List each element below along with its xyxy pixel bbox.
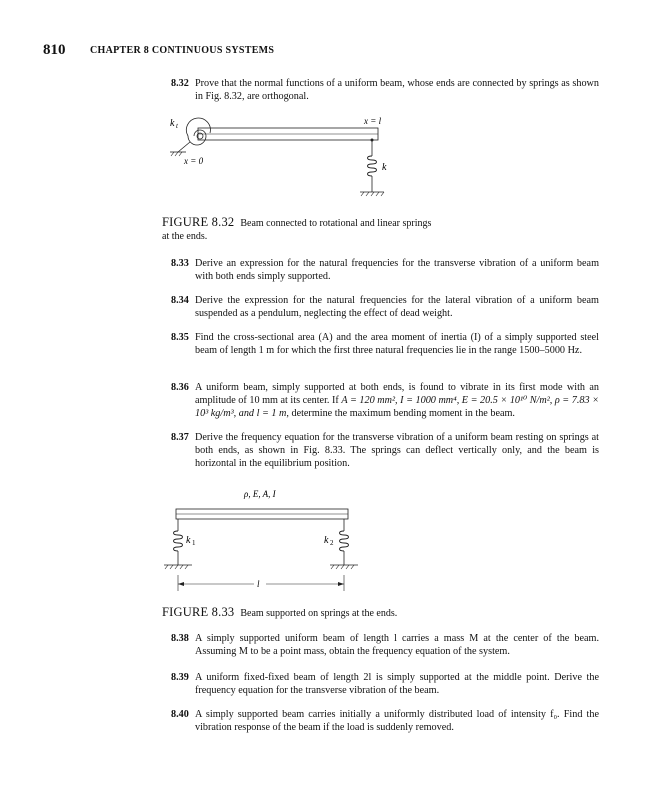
problem-text-values: A = 120 mm², I = 1000 mm⁴, E = 20.5 × 10¹⁰ N/m², ρ = 7.83 × 10³ kg/m³, and l = 1 m <box>195 395 600 419</box>
problem-number: 8.32 <box>171 78 189 89</box>
problem-text: A uniform fixed-fixed beam of length 2l is simply supported at the middle point. Derive the frequency equation for the transverse vibration of the beam. <box>195 672 599 696</box>
problem-8-36 <box>171 381 599 420</box>
k1-subscript: 1 <box>192 539 196 547</box>
right-spring-icon <box>330 519 358 569</box>
figure-label: FIGURE 8.32 <box>162 215 235 229</box>
caption-text: Beam connected to rotational and linear springs at the ends. <box>162 218 432 242</box>
k1-label: k <box>186 535 191 546</box>
problem-number: 8.40 <box>171 709 189 720</box>
problem-text <box>195 381 599 420</box>
figure-label: FIGURE 8.33 <box>162 605 235 619</box>
problem-number: 8.33 <box>171 258 189 269</box>
problem-number: 8.38 <box>171 633 189 644</box>
problem-text-a: A uniform beam, simply supported at both ends, is found to vibrate in its first mode with an amplitude of 10 mm at its center. If <box>195 382 599 406</box>
figure-8-32-caption <box>162 216 432 243</box>
problem-text: Find the cross-sectional area (A) and the area moment of inertia (I) of a simply supported steel beam of length 1 m for which the first three natural frequencies lie in the range 1500–5000 Hz. <box>195 332 599 356</box>
k-label: k <box>382 162 387 173</box>
linear-spring-icon <box>360 139 384 197</box>
length-label: l <box>257 579 260 589</box>
problem-text: Derive the expression for the natural frequencies for the lateral vibration of a uniform beam suspended as a pendulum, neglecting the effect of dead weight. <box>195 295 599 319</box>
problem-8-37 <box>171 431 599 470</box>
page-number: 810 <box>43 42 66 58</box>
problem-8-39 <box>171 671 599 697</box>
beam-properties-label: ρ, E, A, I <box>244 489 276 499</box>
figure-8-33-caption <box>162 606 462 620</box>
problem-8-40 <box>171 708 599 734</box>
problem-text: Derive an expression for the natural frequencies for the transverse vibration of a uniform beam with both ends simply supported. <box>195 258 599 282</box>
problem-8-34 <box>171 294 599 320</box>
problem-text-c: , determine the maximum bending moment in the beam. <box>286 408 515 419</box>
problem-8-32 <box>171 77 599 103</box>
problem-text: Derive the frequency equation for the transverse vibration of a uniform beam resting on springs at both ends, as shown in Fig. 8.33. The springs can deflect vertically only, and the beam is horizontal in the equilibrium position. <box>195 432 599 469</box>
kt-label: k <box>170 118 175 129</box>
figure-8-33-diagram <box>150 487 370 597</box>
problem-number: 8.36 <box>171 382 189 393</box>
x0-label: x = 0 <box>184 156 204 166</box>
problem-text: A simply supported uniform beam of length l carries a mass M at the center of the beam. Assuming M to be a point mass, obtain the frequency equation of the system. <box>195 633 599 657</box>
problem-number: 8.35 <box>171 332 189 343</box>
xl-label: x = l <box>364 116 382 126</box>
problem-8-33 <box>171 257 599 283</box>
problem-text: A simply supported beam carries initially a uniformly distributed load of intensity f₀. Find the vibration response of the beam if the load is suddenly removed. <box>195 709 599 733</box>
k2-subscript: 2 <box>330 539 334 547</box>
problem-text: Prove that the normal functions of a uniform beam, whose ends are connected by springs as shown in Fig. 8.32, are orthogonal. <box>195 78 599 102</box>
problem-8-38 <box>171 632 599 658</box>
k2-label: k <box>324 535 329 546</box>
length-dimension <box>178 575 344 591</box>
kt-subscript: t <box>176 122 178 130</box>
problem-number: 8.39 <box>171 672 189 683</box>
problem-8-35 <box>171 331 599 357</box>
figure-8-32-diagram <box>150 112 410 212</box>
chapter-title: CHAPTER 8 CONTINUOUS SYSTEMS <box>90 45 275 56</box>
problem-number: 8.37 <box>171 432 189 443</box>
caption-text: Beam supported on springs at the ends. <box>240 608 398 619</box>
problem-number: 8.34 <box>171 295 189 306</box>
